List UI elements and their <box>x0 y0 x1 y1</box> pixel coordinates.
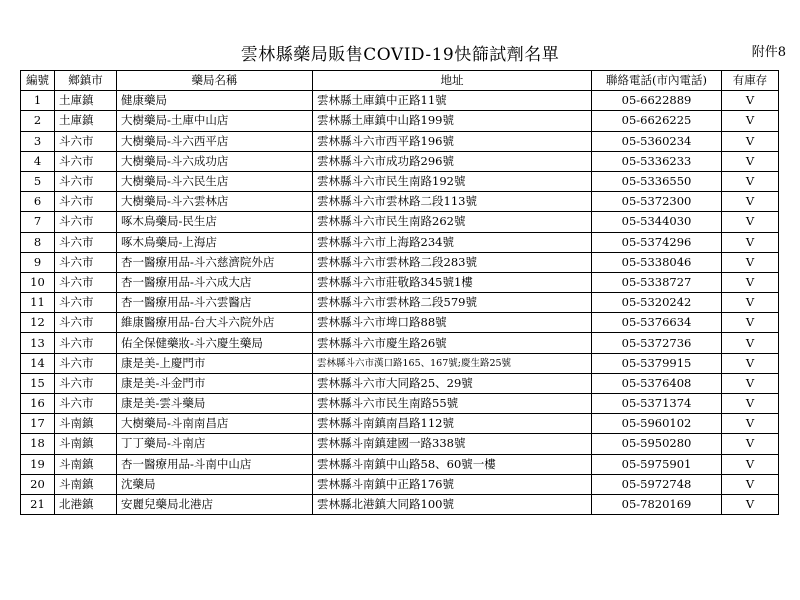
row-number: 15 <box>21 373 55 393</box>
row-stock-mark: V <box>722 131 779 151</box>
row-pharmacy-name: 康是美-上慶門市 <box>117 353 313 373</box>
row-stock-mark: V <box>722 434 779 454</box>
row-address: 雲林縣斗六市雲林路二段283號 <box>313 252 592 272</box>
row-stock-mark: V <box>722 313 779 333</box>
row-pharmacy-name: 大樹藥局-斗六雲林店 <box>117 192 313 212</box>
row-phone: 05-6626225 <box>592 111 722 131</box>
table-row <box>21 212 779 232</box>
row-stock-mark: V <box>722 494 779 514</box>
row-stock-mark: V <box>722 192 779 212</box>
row-town: 斗六市 <box>55 293 117 313</box>
row-phone: 05-5360234 <box>592 131 722 151</box>
row-stock-mark: V <box>722 474 779 494</box>
table-row <box>21 353 779 373</box>
table-row <box>21 293 779 313</box>
col-header-address: 地址 <box>313 71 592 91</box>
table-row <box>21 272 779 292</box>
table-row <box>21 454 779 474</box>
row-town: 斗六市 <box>55 171 117 191</box>
row-phone: 05-5376634 <box>592 313 722 333</box>
row-town: 斗六市 <box>55 131 117 151</box>
row-number: 10 <box>21 272 55 292</box>
table-row <box>21 414 779 434</box>
row-pharmacy-name: 杏一醫療用品-斗六成大店 <box>117 272 313 292</box>
row-phone: 05-5344030 <box>592 212 722 232</box>
row-number: 12 <box>21 313 55 333</box>
row-town: 斗六市 <box>55 394 117 414</box>
table-row <box>21 252 779 272</box>
row-phone: 05-5320242 <box>592 293 722 313</box>
row-town: 斗六市 <box>55 212 117 232</box>
row-stock-mark: V <box>722 414 779 434</box>
row-phone: 05-5372736 <box>592 333 722 353</box>
row-pharmacy-name: 大樹藥局-斗六民生店 <box>117 171 313 191</box>
col-header-town: 鄉鎮市 <box>55 71 117 91</box>
row-number: 20 <box>21 474 55 494</box>
row-number: 17 <box>21 414 55 434</box>
row-pharmacy-name: 丁丁藥局-斗南店 <box>117 434 313 454</box>
row-stock-mark: V <box>722 252 779 272</box>
row-number: 6 <box>21 192 55 212</box>
row-stock-mark: V <box>722 373 779 393</box>
row-number: 7 <box>21 212 55 232</box>
row-number: 3 <box>21 131 55 151</box>
row-phone: 05-5338046 <box>592 252 722 272</box>
row-stock-mark: V <box>722 151 779 171</box>
row-number: 19 <box>21 454 55 474</box>
row-pharmacy-name: 杏一醫療用品-斗六雲醫店 <box>117 293 313 313</box>
row-pharmacy-name: 大樹藥局-土庫中山店 <box>117 111 313 131</box>
table-body <box>21 91 779 515</box>
row-town: 斗南鎮 <box>55 454 117 474</box>
row-stock-mark: V <box>722 333 779 353</box>
col-header-stock: 有庫存 <box>722 71 779 91</box>
row-phone: 05-5336233 <box>592 151 722 171</box>
col-header-phone: 聯絡電話(市內電話) <box>592 71 722 91</box>
table-row <box>21 373 779 393</box>
row-pharmacy-name: 杏一醫療用品-斗南中山店 <box>117 454 313 474</box>
annex-label: 附件8 <box>751 45 786 60</box>
row-town: 斗南鎮 <box>55 474 117 494</box>
row-stock-mark: V <box>722 111 779 131</box>
row-number: 18 <box>21 434 55 454</box>
row-pharmacy-name: 大樹藥局-斗六西平店 <box>117 131 313 151</box>
row-address: 雲林縣斗六市埤口路88號 <box>313 313 592 333</box>
row-town: 斗南鎮 <box>55 414 117 434</box>
table-row <box>21 232 779 252</box>
row-number: 13 <box>21 333 55 353</box>
row-address: 雲林縣斗六市民生南路55號 <box>313 394 592 414</box>
row-address: 雲林縣斗六市成功路296號 <box>313 151 592 171</box>
table-row <box>21 313 779 333</box>
row-pharmacy-name: 康是美-雲斗藥局 <box>117 394 313 414</box>
row-stock-mark: V <box>722 394 779 414</box>
row-town: 斗六市 <box>55 353 117 373</box>
table-row <box>21 192 779 212</box>
table-row <box>21 494 779 514</box>
table-row <box>21 131 779 151</box>
row-phone: 05-5372300 <box>592 192 722 212</box>
table-row <box>21 151 779 171</box>
row-phone: 05-7820169 <box>592 494 722 514</box>
row-pharmacy-name: 大樹藥局-斗南南昌店 <box>117 414 313 434</box>
row-number: 4 <box>21 151 55 171</box>
row-number: 9 <box>21 252 55 272</box>
row-stock-mark: V <box>722 171 779 191</box>
row-phone: 05-5975901 <box>592 454 722 474</box>
pharmacy-table <box>20 70 779 515</box>
row-town: 土庫鎮 <box>55 91 117 111</box>
row-town: 斗六市 <box>55 373 117 393</box>
row-address: 雲林縣土庫鎮中正路11號 <box>313 91 592 111</box>
row-address: 雲林縣斗六市民生南路192號 <box>313 171 592 191</box>
row-phone: 05-5972748 <box>592 474 722 494</box>
row-address: 雲林縣斗南鎮中山路58、60號一樓 <box>313 454 592 474</box>
row-town: 斗六市 <box>55 313 117 333</box>
row-stock-mark: V <box>722 454 779 474</box>
row-number: 21 <box>21 494 55 514</box>
row-address: 雲林縣斗六市莊敬路345號1樓 <box>313 272 592 292</box>
row-phone: 05-5338727 <box>592 272 722 292</box>
row-pharmacy-name: 沈藥局 <box>117 474 313 494</box>
row-address: 雲林縣土庫鎮中山路199號 <box>313 111 592 131</box>
table-row <box>21 474 779 494</box>
row-phone: 05-5960102 <box>592 414 722 434</box>
row-pharmacy-name: 康是美-斗金門市 <box>117 373 313 393</box>
row-stock-mark: V <box>722 232 779 252</box>
row-pharmacy-name: 杏一醫療用品-斗六慈濟院外店 <box>117 252 313 272</box>
row-address: 雲林縣斗南鎮南昌路112號 <box>313 414 592 434</box>
row-number: 11 <box>21 293 55 313</box>
row-stock-mark: V <box>722 91 779 111</box>
row-phone: 05-6622889 <box>592 91 722 111</box>
row-town: 斗六市 <box>55 252 117 272</box>
row-address: 雲林縣斗六市民生南路262號 <box>313 212 592 232</box>
row-address: 雲林縣斗六市大同路25、29號 <box>313 373 592 393</box>
row-address: 雲林縣斗六市慶生路26號 <box>313 333 592 353</box>
row-address: 雲林縣北港鎮大同路100號 <box>313 494 592 514</box>
row-town: 斗六市 <box>55 192 117 212</box>
table-row <box>21 434 779 454</box>
row-pharmacy-name: 啄木鳥藥局-上海店 <box>117 232 313 252</box>
table-row <box>21 333 779 353</box>
row-address: 雲林縣斗南鎮建國一路338號 <box>313 434 592 454</box>
table-row <box>21 171 779 191</box>
col-header-number: 編號 <box>21 71 55 91</box>
row-pharmacy-name: 佑全保健藥妝-斗六慶生藥局 <box>117 333 313 353</box>
row-town: 斗六市 <box>55 333 117 353</box>
row-pharmacy-name: 維康醫療用品-台大斗六院外店 <box>117 313 313 333</box>
row-number: 14 <box>21 353 55 373</box>
col-header-pharmacy-name: 藥局名稱 <box>117 71 313 91</box>
row-address: 雲林縣斗六市雲林路二段579號 <box>313 293 592 313</box>
row-phone: 05-5374296 <box>592 232 722 252</box>
row-number: 5 <box>21 171 55 191</box>
row-address: 雲林縣斗六市漢口路165、167號;慶生路25號 <box>313 353 592 373</box>
row-stock-mark: V <box>722 212 779 232</box>
document-title: 雲林縣藥局販售COVID-19快篩試劑名單 <box>240 45 560 65</box>
row-phone: 05-5371374 <box>592 394 722 414</box>
table-header-row <box>21 71 779 91</box>
row-phone: 05-5950280 <box>592 434 722 454</box>
row-town: 土庫鎮 <box>55 111 117 131</box>
row-phone: 05-5336550 <box>592 171 722 191</box>
row-number: 2 <box>21 111 55 131</box>
row-number: 8 <box>21 232 55 252</box>
row-address: 雲林縣斗六市西平路196號 <box>313 131 592 151</box>
row-town: 斗六市 <box>55 151 117 171</box>
row-stock-mark: V <box>722 353 779 373</box>
table-row <box>21 111 779 131</box>
row-address: 雲林縣斗六市雲林路二段113號 <box>313 192 592 212</box>
row-pharmacy-name: 啄木鳥藥局-民生店 <box>117 212 313 232</box>
row-pharmacy-name: 安麗兒藥局北港店 <box>117 494 313 514</box>
table-row <box>21 394 779 414</box>
row-stock-mark: V <box>722 272 779 292</box>
row-town: 斗南鎮 <box>55 434 117 454</box>
row-town: 北港鎮 <box>55 494 117 514</box>
row-pharmacy-name: 健康藥局 <box>117 91 313 111</box>
row-address: 雲林縣斗六市上海路234號 <box>313 232 592 252</box>
row-pharmacy-name: 大樹藥局-斗六成功店 <box>117 151 313 171</box>
row-town: 斗六市 <box>55 232 117 252</box>
row-phone: 05-5379915 <box>592 353 722 373</box>
table-row <box>21 91 779 111</box>
row-address: 雲林縣斗南鎮中正路176號 <box>313 474 592 494</box>
row-number: 16 <box>21 394 55 414</box>
row-town: 斗六市 <box>55 272 117 292</box>
row-phone: 05-5376408 <box>592 373 722 393</box>
row-stock-mark: V <box>722 293 779 313</box>
row-number: 1 <box>21 91 55 111</box>
